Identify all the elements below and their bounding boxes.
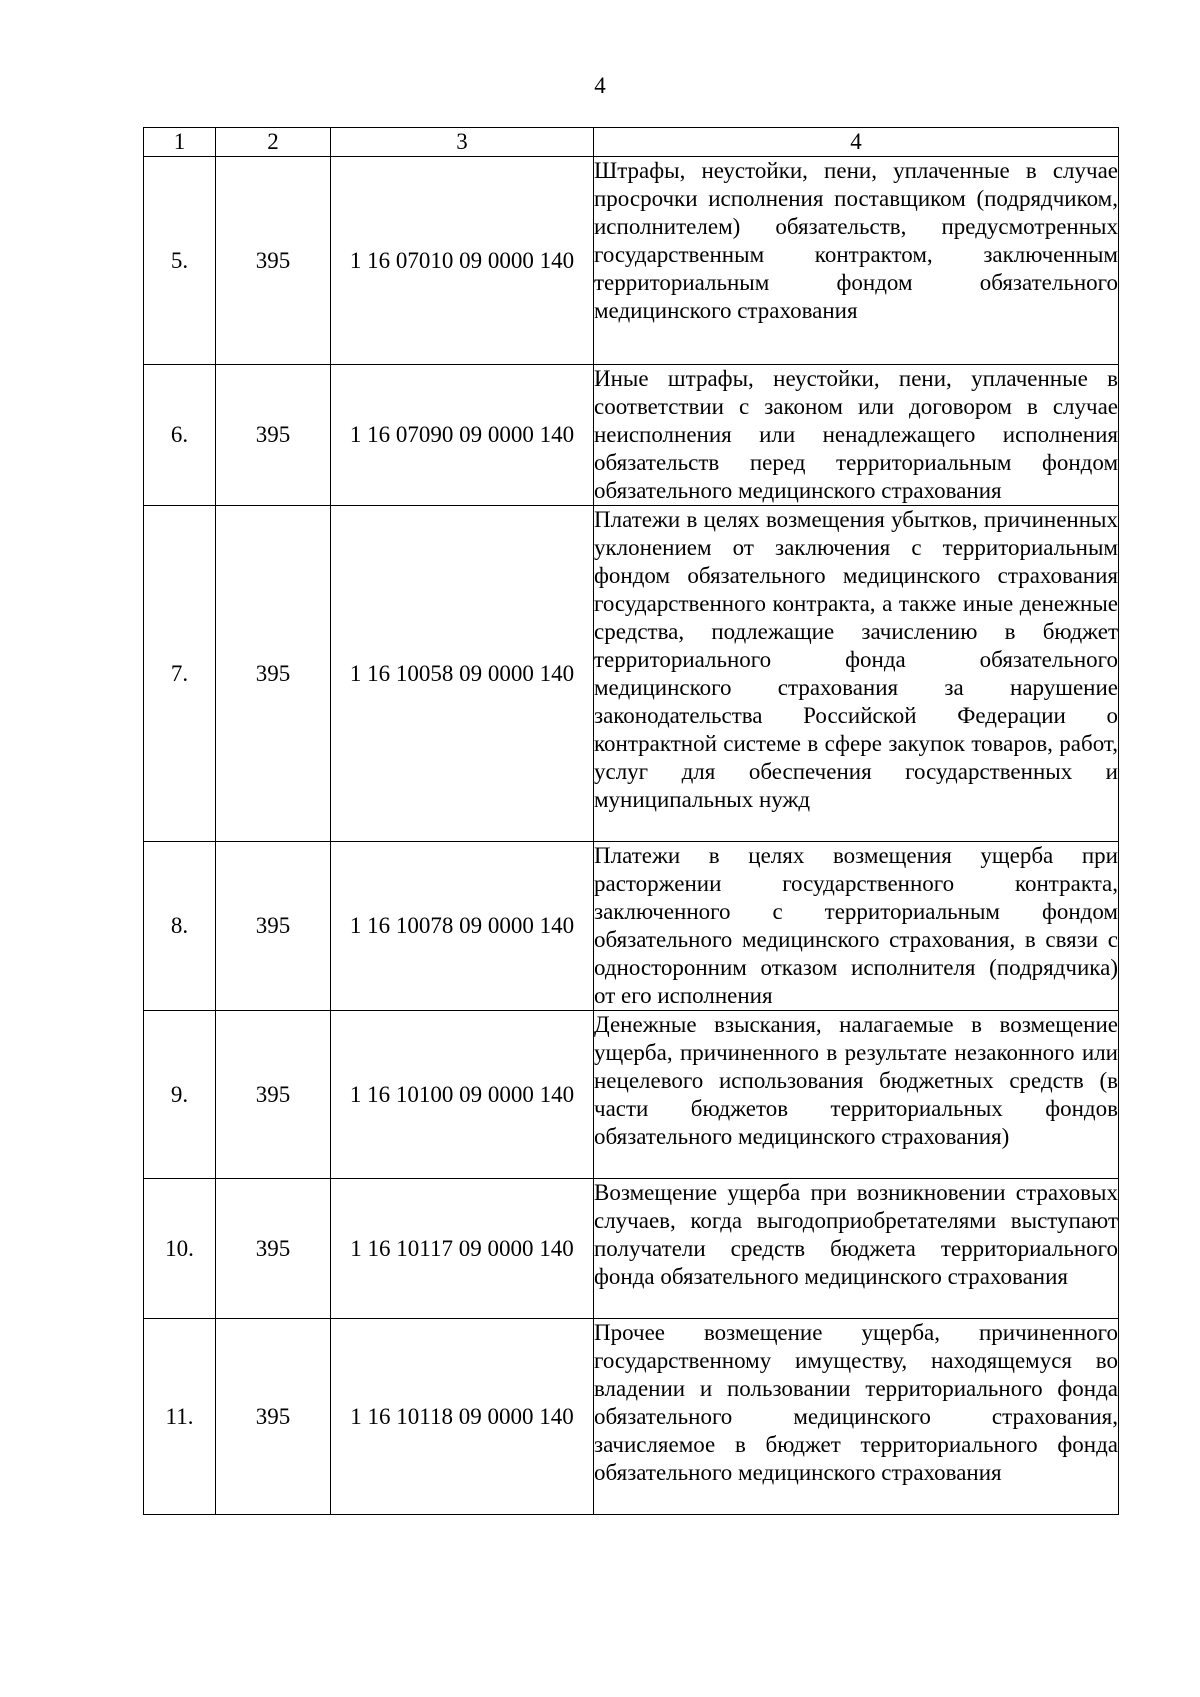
budget-classification-code: 1 16 10078 09 0000 140	[331, 842, 594, 1011]
row-number: 5.	[144, 157, 216, 365]
row-number: 8.	[144, 842, 216, 1011]
table-row	[144, 1179, 1119, 1319]
column-number-1: 1	[144, 128, 216, 157]
budget-classification-code: 1 16 10058 09 0000 140	[331, 506, 594, 842]
table-header-row	[144, 128, 1119, 157]
row-number: 11.	[144, 1319, 216, 1515]
row-number: 10.	[144, 1179, 216, 1319]
row-number: 9.	[144, 1011, 216, 1179]
table-row	[144, 1011, 1119, 1179]
chapter-code: 395	[216, 157, 331, 365]
budget-classification-code: 1 16 10100 09 0000 140	[331, 1011, 594, 1179]
chapter-code: 395	[216, 365, 331, 506]
table-row	[144, 365, 1119, 506]
table-row	[144, 1319, 1119, 1515]
revenue-description: Иные штрафы, неустойки, пени, уплаченные в соответствии с законом или договором в случае неисполнения или ненадлежащего исполнения обязательств перед территориальным фондом обязательного медицинского страхования	[594, 365, 1119, 506]
budget-classification-code: 1 16 10118 09 0000 140	[331, 1319, 594, 1515]
chapter-code: 395	[216, 1011, 331, 1179]
revenue-description: Возмещение ущерба при возникновении страховых случаев, когда выгодоприобретателями выступают получатели средств бюджета территориального фонда обязательного медицинского страхования	[594, 1179, 1119, 1319]
revenue-description: Прочее возмещение ущерба, причиненного государственному имуществу, находящемуся во владении и пользовании территориального фонда обязательного медицинского страхования, зачисляемое в бюджет территориального фонда обязательного медицинского страхования	[594, 1319, 1119, 1515]
chapter-code: 395	[216, 1319, 331, 1515]
column-number-2: 2	[216, 128, 331, 157]
table-row	[144, 842, 1119, 1011]
row-number: 6.	[144, 365, 216, 506]
table-row	[144, 157, 1119, 365]
table-row	[144, 506, 1119, 842]
revenue-description: Денежные взыскания, налагаемые в возмещение ущерба, причиненного в результате незаконного или нецелевого использования бюджетных средств (в части бюджетов территориальных фондов обязательного медицинского страхования)	[594, 1011, 1119, 1179]
chapter-code: 395	[216, 842, 331, 1011]
chapter-code: 395	[216, 506, 331, 842]
column-number-3: 3	[331, 128, 594, 157]
revenue-description: Платежи в целях возмещения ущерба при расторжении государственного контракта, заключенного с территориальным фондом обязательного медицинского страхования, в связи с односторонним отказом исполнителя (подрядчика) от его исполнения	[594, 842, 1119, 1011]
budget-classification-code: 1 16 07090 09 0000 140	[331, 365, 594, 506]
revenue-codes-table	[143, 127, 1119, 1515]
row-number: 7.	[144, 506, 216, 842]
column-number-4: 4	[594, 128, 1119, 157]
budget-classification-code: 1 16 10117 09 0000 140	[331, 1179, 594, 1319]
chapter-code: 395	[216, 1179, 331, 1319]
page-number: 4	[594, 73, 606, 98]
budget-classification-code: 1 16 07010 09 0000 140	[331, 157, 594, 365]
revenue-description: Штрафы, неустойки, пени, уплаченные в случае просрочки исполнения поставщиком (подрядчиком, исполнителем) обязательств, предусмотренных государственным контрактом, заключенным территориальным фондом обязательного медицинского страхования	[594, 157, 1119, 365]
revenue-description: Платежи в целях возмещения убытков, причиненных уклонением от заключения с территориальным фондом обязательного медицинского страхования государственного контракта, а также иные денежные средства, подлежащие зачислению в бюджет территориального фонда обязательного медицинского страхования за нарушение законодательства Российской Федерации о контрактной системе в сфере закупок товаров, работ, услуг для обеспечения государственных и муниципальных нужд	[594, 506, 1119, 842]
